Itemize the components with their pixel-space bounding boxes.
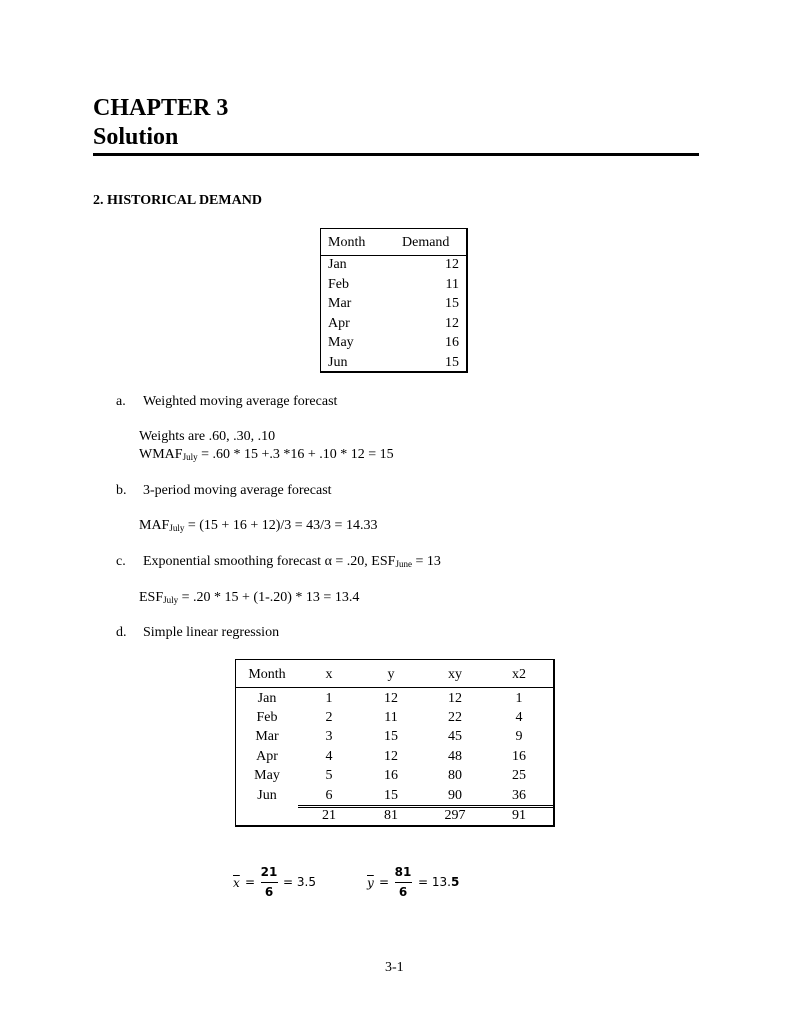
x2-cell: 36 bbox=[512, 788, 526, 803]
month-cell: Mar bbox=[255, 729, 279, 744]
x-bar-symbol: $\overline{x}$ bbox=[233, 876, 240, 890]
x-fraction-bar bbox=[261, 882, 278, 883]
formula-lhs: WMAF bbox=[139, 447, 183, 462]
y-cell: 11 bbox=[384, 710, 398, 725]
month-cell: May bbox=[328, 335, 354, 350]
month-cell: Jan bbox=[328, 257, 347, 272]
totals-divider bbox=[298, 805, 554, 806]
month-cell: Apr bbox=[256, 749, 278, 764]
month-cell: May bbox=[254, 768, 280, 783]
part-a-title: Weighted moving average forecast bbox=[143, 394, 338, 409]
y-cell: 12 bbox=[384, 691, 398, 706]
formula-rhs: = .60 * 15 +.3 *16 + .10 * 12 = 15 bbox=[197, 447, 394, 462]
column-header-x: x bbox=[325, 667, 333, 682]
x-mean-formula bbox=[233, 862, 323, 902]
demand-table-header bbox=[321, 229, 466, 256]
x-mean-numerator: 21 bbox=[260, 865, 278, 879]
month-cell: Apr bbox=[328, 315, 350, 331]
y-mean-numerator: 81 bbox=[394, 865, 412, 879]
part-b-label: b. bbox=[116, 483, 127, 498]
y-cell: 15 bbox=[384, 788, 398, 803]
demand-cell: 15 bbox=[445, 354, 459, 370]
x2-cell: 9 bbox=[515, 729, 523, 744]
header-rule bbox=[93, 153, 699, 156]
formula-lhs: ESF bbox=[139, 590, 164, 605]
title-text: Exponential smoothing forecast α = .20, ESF bbox=[143, 554, 396, 569]
table-row bbox=[321, 315, 466, 335]
equals-sign: = bbox=[245, 875, 256, 889]
formula-subscript: July bbox=[182, 452, 198, 462]
x-mean-denominator: 6 bbox=[264, 885, 274, 899]
demand-cell: 15 bbox=[445, 296, 459, 311]
x2-cell: 4 bbox=[515, 710, 523, 725]
part-c-label: c. bbox=[116, 554, 126, 569]
y-mean-formula bbox=[367, 862, 467, 902]
total-x-cell: 21 bbox=[322, 808, 336, 823]
formula-subscript: July bbox=[169, 523, 185, 533]
demand-cell: 11 bbox=[445, 276, 459, 292]
title-text-end: = 13 bbox=[411, 554, 441, 569]
part-c-formula bbox=[139, 589, 359, 607]
y-bar-symbol: $\overline{y}$ bbox=[367, 876, 374, 890]
page-number: 3-1 bbox=[385, 960, 404, 975]
column-header-demand: Demand bbox=[402, 235, 450, 250]
header-divider bbox=[236, 687, 554, 688]
table-row bbox=[321, 295, 466, 315]
section-title: 2. HISTORICAL DEMAND bbox=[93, 193, 262, 208]
y-mean-denominator: 6 bbox=[398, 885, 408, 899]
column-header-month: Month bbox=[328, 235, 366, 250]
month-cell: Feb bbox=[256, 710, 278, 725]
total-x2-cell: 91 bbox=[512, 808, 526, 823]
part-a-label: a. bbox=[116, 394, 126, 409]
demand-cell: 12 bbox=[445, 257, 459, 272]
month-cell: Jan bbox=[257, 691, 277, 706]
demand-table bbox=[320, 228, 468, 373]
title-subscript: June bbox=[395, 559, 412, 569]
xy-cell: 48 bbox=[448, 749, 462, 764]
column-header-xy: xy bbox=[448, 667, 462, 682]
column-header-y: y bbox=[387, 667, 395, 682]
total-xy-cell: 297 bbox=[444, 808, 466, 823]
x-cell: 4 bbox=[325, 749, 333, 764]
month-cell: Jun bbox=[257, 788, 277, 803]
demand-cell: 12 bbox=[445, 315, 459, 331]
y-mean-result-prefix: = 13. bbox=[418, 875, 451, 889]
part-c-title bbox=[143, 553, 441, 571]
month-cell: Jun bbox=[328, 354, 348, 370]
xy-cell: 80 bbox=[448, 768, 462, 783]
y-cell: 12 bbox=[384, 749, 398, 764]
column-header-x2: x2 bbox=[512, 667, 526, 682]
equals-sign: = bbox=[379, 875, 390, 889]
formula-subscript: July bbox=[163, 595, 179, 605]
part-d-label: d. bbox=[116, 625, 127, 640]
formula-lhs: MAF bbox=[139, 518, 170, 533]
table-row bbox=[321, 256, 466, 276]
x-mean-result: = 3.5 bbox=[283, 875, 316, 889]
y-cell: 16 bbox=[384, 768, 398, 783]
y-cell: 15 bbox=[384, 729, 398, 744]
month-cell: Feb bbox=[328, 276, 349, 292]
xy-cell: 22 bbox=[448, 710, 462, 725]
regression-table bbox=[235, 659, 555, 827]
y-fraction-bar bbox=[395, 882, 412, 883]
x-cell: 6 bbox=[325, 788, 333, 803]
y-mean-result-last: 5 bbox=[450, 875, 460, 889]
table-row bbox=[321, 334, 466, 354]
chapter-title: CHAPTER 3 bbox=[93, 95, 229, 121]
x2-cell: 25 bbox=[512, 768, 526, 783]
formula-rhs: = .20 * 15 + (1-.20) * 13 = 13.4 bbox=[178, 590, 360, 605]
chapter-subtitle: Solution bbox=[93, 124, 179, 150]
formula-rhs: = (15 + 16 + 12)/3 = 43/3 = 14.33 bbox=[184, 518, 378, 533]
column-header-month: Month bbox=[248, 667, 286, 682]
part-a-formula bbox=[139, 446, 394, 464]
demand-cell: 16 bbox=[445, 335, 459, 350]
month-cell: Mar bbox=[328, 296, 352, 311]
part-a-weights: Weights are .60, .30, .10 bbox=[139, 429, 276, 444]
y-mean-result bbox=[418, 875, 459, 889]
table-row bbox=[321, 276, 466, 296]
x-cell: 1 bbox=[325, 691, 333, 706]
xy-cell: 90 bbox=[448, 788, 462, 803]
x2-cell: 1 bbox=[515, 691, 523, 706]
part-b-title: 3-period moving average forecast bbox=[143, 483, 332, 498]
xy-cell: 45 bbox=[448, 729, 462, 744]
part-d-title: Simple linear regression bbox=[143, 625, 280, 640]
x2-cell: 16 bbox=[512, 749, 526, 764]
table-row bbox=[321, 354, 466, 374]
x-cell: 5 bbox=[325, 768, 333, 783]
x-cell: 2 bbox=[325, 710, 333, 725]
x-cell: 3 bbox=[325, 729, 333, 744]
xy-cell: 12 bbox=[448, 691, 462, 706]
total-y-cell: 81 bbox=[384, 808, 398, 823]
part-b-formula bbox=[139, 517, 377, 535]
